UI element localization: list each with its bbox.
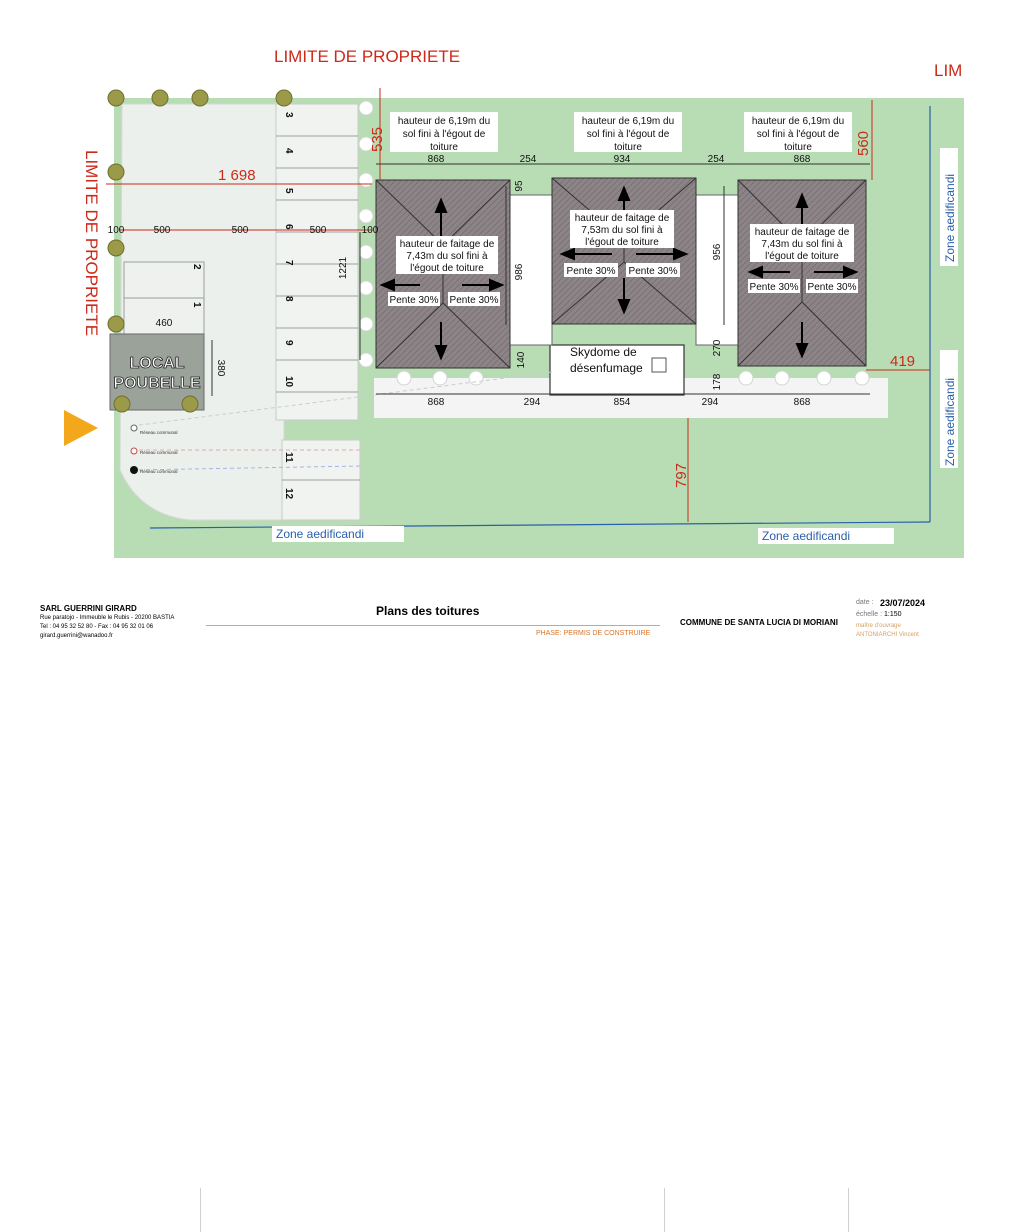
parking-number: 7: [283, 260, 294, 266]
zone-right-bottom-label: Zone aedificandi: [943, 377, 957, 466]
eaves-note-2-l1: hauteur de 6,19m du: [581, 116, 675, 127]
bin-number: 2: [191, 264, 202, 270]
parking-number: 10: [283, 376, 294, 388]
drawing-title: Plans des toitures: [376, 604, 480, 618]
dim-986: 986: [514, 263, 525, 281]
bin-number: 1: [191, 302, 202, 308]
eaves-note-3-l2: sol fini à l'égout de: [756, 129, 840, 140]
local-poubelle-line1: LOCAL: [129, 355, 185, 372]
parking-number: 8: [283, 296, 294, 302]
parking-number: 9: [283, 340, 294, 346]
dim-bottom: 868: [427, 397, 445, 408]
ridge-note-3-l1: hauteur de faitage de: [754, 227, 850, 238]
ridge-note-1-l1: hauteur de faitage de: [399, 239, 495, 250]
network-label-1: Réseau communal: [140, 430, 178, 435]
title-underline: [206, 625, 660, 626]
parking-number: 4: [283, 148, 294, 154]
dim-left: 500: [231, 225, 249, 236]
skydome-line2: désenfumage: [570, 361, 643, 375]
dim-left: 500: [309, 225, 327, 236]
date-value: 23/07/2024: [880, 598, 926, 608]
dim-178: 178: [712, 373, 723, 391]
owner-label: maître d'ouvrage: [856, 623, 901, 629]
parking-number: 12: [283, 488, 294, 500]
dim-95: 95: [514, 180, 525, 192]
eaves-note-1-l3: toiture: [430, 142, 458, 153]
eaves-note-2-l2: sol fini à l'égout de: [586, 129, 670, 140]
network-label-2: Réseau communal: [140, 450, 178, 455]
local-poubelle-line2: POUBELLE: [113, 375, 201, 392]
slope-label-4: Pente 30%: [628, 266, 678, 277]
company-email: girard.guerrini@wanadoo.fr: [40, 633, 113, 639]
slope-label-5: Pente 30%: [749, 282, 799, 293]
dim-797: 797: [673, 462, 690, 488]
phase-label: PHASE: PERMIS DE CONSTRUIRE: [536, 630, 651, 637]
dim-top: 868: [427, 154, 445, 165]
eaves-note-1-l2: sol fini à l'égout de: [402, 129, 486, 140]
limite-top-right-label: LIM: [934, 61, 963, 80]
company-name: SARL GUERRINI GIRARD: [40, 604, 137, 613]
ridge-note-2-l3: l'égout de toiture: [585, 237, 659, 248]
owner-name: ANTONIARCHI Vincent: [856, 632, 919, 638]
slope-label-2: Pente 30%: [449, 295, 499, 306]
skydome-line1: Skydome de: [570, 345, 637, 359]
parking-number: 11: [283, 452, 294, 463]
slope-label-6: Pente 30%: [807, 282, 857, 293]
zone-bottom-right-label: Zone aedificandi: [762, 529, 851, 543]
slope-label-1: Pente 30%: [389, 295, 439, 306]
dim-bottom: 854: [613, 397, 631, 408]
scale-value: 1:150: [884, 611, 902, 618]
dim-bottom: 294: [701, 397, 719, 408]
dim-top: 254: [519, 154, 537, 165]
ridge-note-2-l1: hauteur de faitage de: [574, 213, 670, 224]
commune-label: COMMUNE DE SANTA LUCIA DI MORIANI: [680, 618, 838, 627]
ridge-note-1-l2: 7,43m du sol fini à: [406, 251, 488, 262]
slope-label-3: Pente 30%: [566, 266, 616, 277]
eaves-note-3-l3: toiture: [784, 142, 812, 153]
company-address: Rue paratojo - Immeuble le Rubis - 20200 BASTIA: [40, 615, 175, 621]
date-label: date :: [856, 599, 874, 606]
parking-number: 5: [283, 188, 294, 194]
dim-top: 254: [707, 154, 725, 165]
company-phone: Tel : 04 95 32 52 80 - Fax : 04 95 32 01 06: [40, 624, 154, 630]
dim-left: 100: [107, 225, 125, 236]
ridge-note-1-l3: l'égout de toiture: [410, 263, 484, 274]
dim-top: 934: [613, 154, 631, 165]
ridge-note-2-l2: 7,53m du sol fini à: [581, 225, 663, 236]
dim-380: 380: [215, 359, 226, 377]
dim-270: 270: [712, 339, 723, 357]
scale-label: échelle :: [856, 611, 883, 618]
zone-bottom-left-label: Zone aedificandi: [276, 527, 365, 541]
eaves-note-3-l1: hauteur de 6,19m du: [751, 116, 845, 127]
limite-left-label: LIMITE DE PROPRIETE: [82, 150, 101, 337]
dim-419: 419: [890, 353, 916, 370]
limite-top-label: LIMITE DE PROPRIETE: [274, 47, 461, 66]
dim-bottom: 868: [793, 397, 811, 408]
network-label-3: Réseau communal: [140, 469, 178, 474]
ridge-note-3-l3: l'égout de toiture: [765, 251, 839, 262]
dim-460: 460: [155, 318, 173, 329]
eaves-note-1-l1: hauteur de 6,19m du: [397, 116, 491, 127]
parking-number: 3: [283, 112, 294, 118]
dim-bottom: 294: [523, 397, 541, 408]
ridge-note-3-l2: 7,43m du sol fini à: [761, 239, 843, 250]
dim-left: 500: [153, 225, 171, 236]
dim-560: 560: [855, 130, 872, 156]
parking-number: 6: [283, 224, 294, 230]
zone-right-top-label: Zone aedificandi: [943, 173, 957, 262]
dim-956: 956: [712, 243, 723, 261]
roof-plan-drawing: [0, 0, 1024, 590]
title-block: [0, 590, 1024, 656]
dim-1698: 1 698: [218, 167, 256, 184]
dim-1221: 1221: [338, 256, 349, 280]
skydome-symbol: [652, 358, 666, 372]
dim-535: 535: [369, 126, 386, 152]
dim-left: 100: [361, 225, 379, 236]
eaves-note-2-l3: toiture: [614, 142, 642, 153]
dim-top: 868: [793, 154, 811, 165]
dim-140: 140: [516, 351, 527, 369]
